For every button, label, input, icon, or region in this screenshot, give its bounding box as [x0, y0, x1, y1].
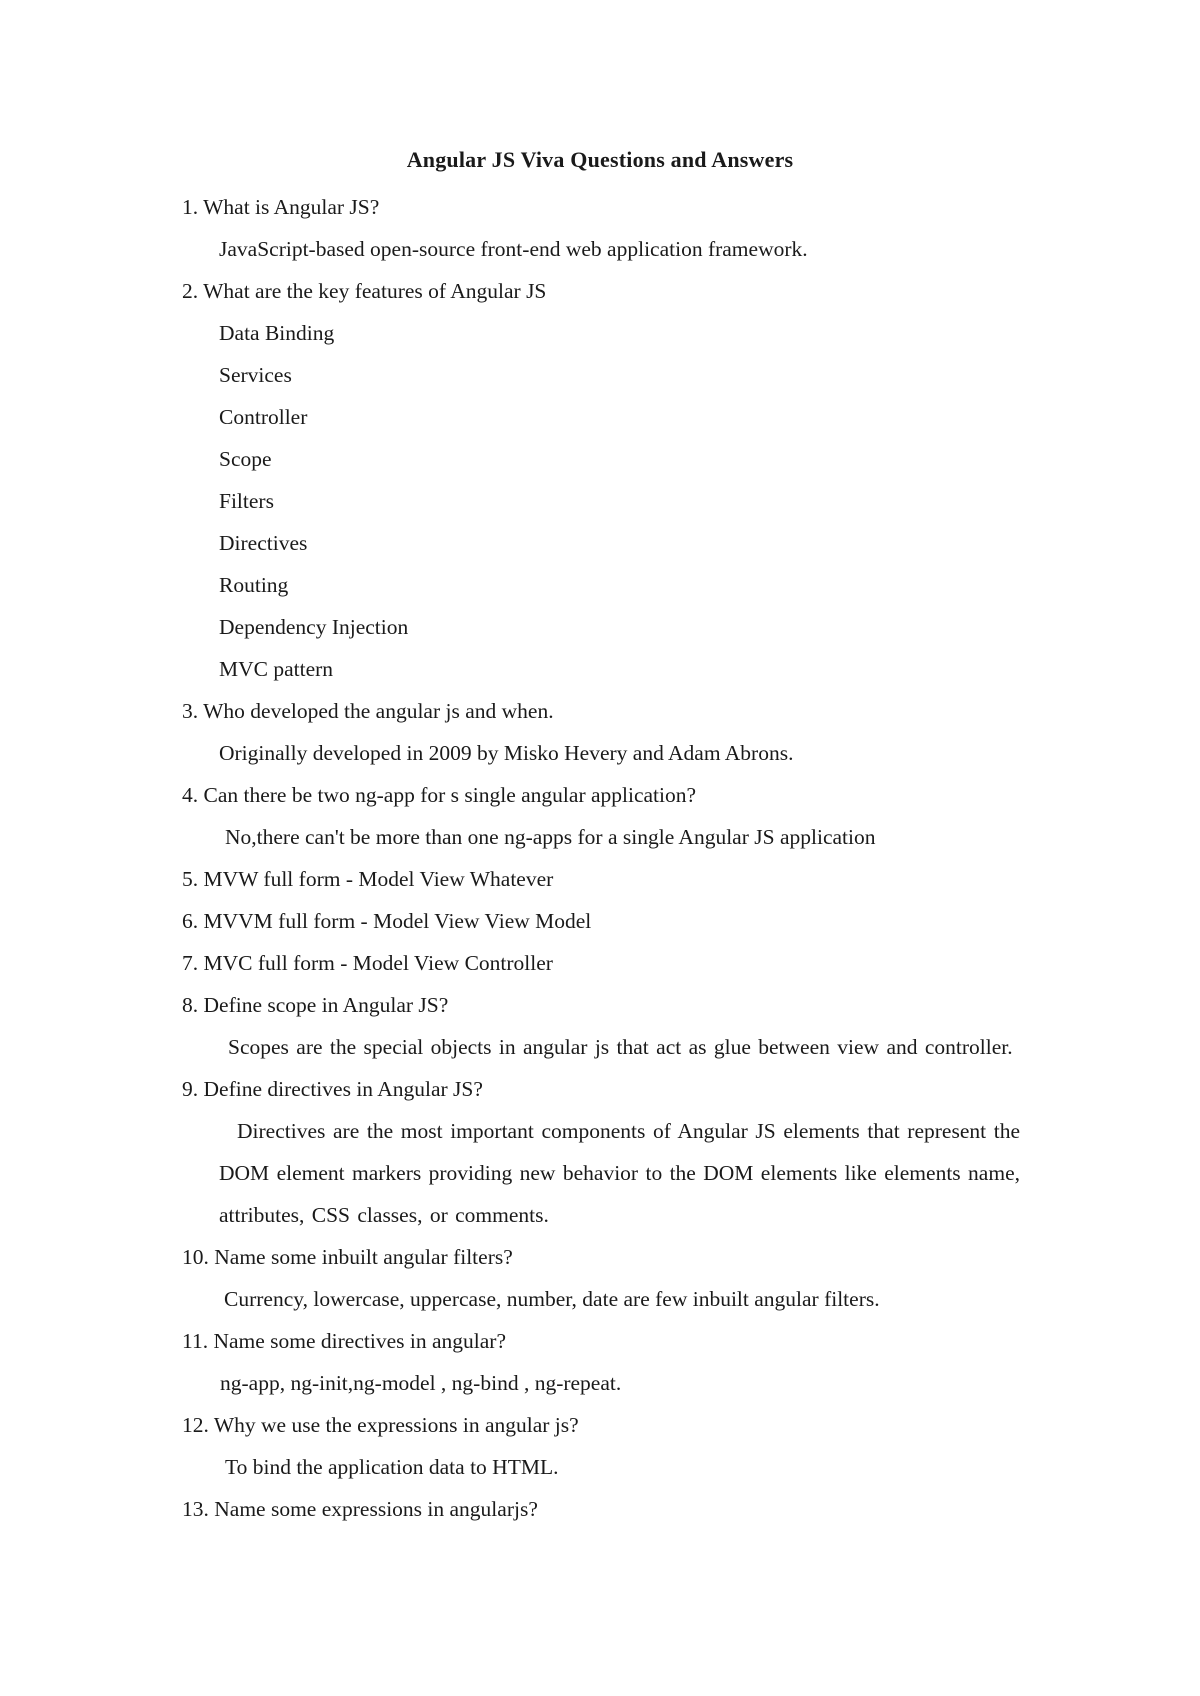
question-9: 9. Define directives in Angular JS?	[182, 1077, 483, 1101]
answer-9: Directives are the most important components of Angular JS elements that represent the DOM element markers providing new behavior to the DOM elements like elements name, attributes, CSS classes, or comments.	[219, 1119, 1020, 1227]
feature-item: Controller	[219, 405, 308, 429]
feature-item: Routing	[219, 573, 289, 597]
answer-3: Originally developed in 2009 by Misko Hevery and Adam Abrons.	[219, 741, 794, 765]
question-5: 5. MVW full form - Model View Whatever	[182, 867, 554, 891]
answer-8: Scopes are the special objects in angular js that act as glue between view and controller.	[228, 1035, 1013, 1059]
feature-item: Data Binding	[219, 321, 335, 345]
question-13: 13. Name some expressions in angularjs?	[182, 1497, 538, 1521]
feature-item: Directives	[219, 531, 308, 555]
answer-12: To bind the application data to HTML.	[225, 1455, 559, 1479]
question-1: 1. What is Angular JS?	[182, 195, 380, 219]
question-10: 10. Name some inbuilt angular filters?	[182, 1245, 513, 1269]
document-title: Angular JS Viva Questions and Answers	[406, 147, 794, 172]
question-4: 4. Can there be two ng-app for s single angular application?	[182, 783, 697, 807]
question-8: 8. Define scope in Angular JS?	[182, 993, 449, 1017]
answer-4: No,there can't be more than one ng-apps for a single Angular JS application	[225, 825, 876, 849]
question-11: 11. Name some directives in angular?	[182, 1329, 506, 1353]
feature-item: Scope	[219, 447, 272, 471]
question-7: 7. MVC full form - Model View Controller	[182, 951, 553, 975]
answer-11: ng-app, ng-init,ng-model , ng-bind , ng-repeat.	[220, 1371, 622, 1395]
question-12: 12. Why we use the expressions in angular js?	[182, 1413, 579, 1437]
feature-item: Services	[219, 363, 292, 387]
question-6: 6. MVVM full form - Model View View Model	[182, 909, 592, 933]
feature-item: MVC pattern	[219, 657, 334, 681]
qa-list	[182, 186, 1020, 1530]
question-2: 2. What are the key features of Angular JS	[182, 279, 547, 303]
feature-item: Dependency Injection	[219, 615, 409, 639]
feature-item: Filters	[219, 489, 274, 513]
question-3: 3. Who developed the angular js and when.	[182, 699, 554, 723]
answer-10: Currency, lowercase, uppercase, number, date are few inbuilt angular filters.	[224, 1287, 880, 1311]
answer-1: JavaScript-based open-source front-end web application framework.	[219, 237, 808, 261]
